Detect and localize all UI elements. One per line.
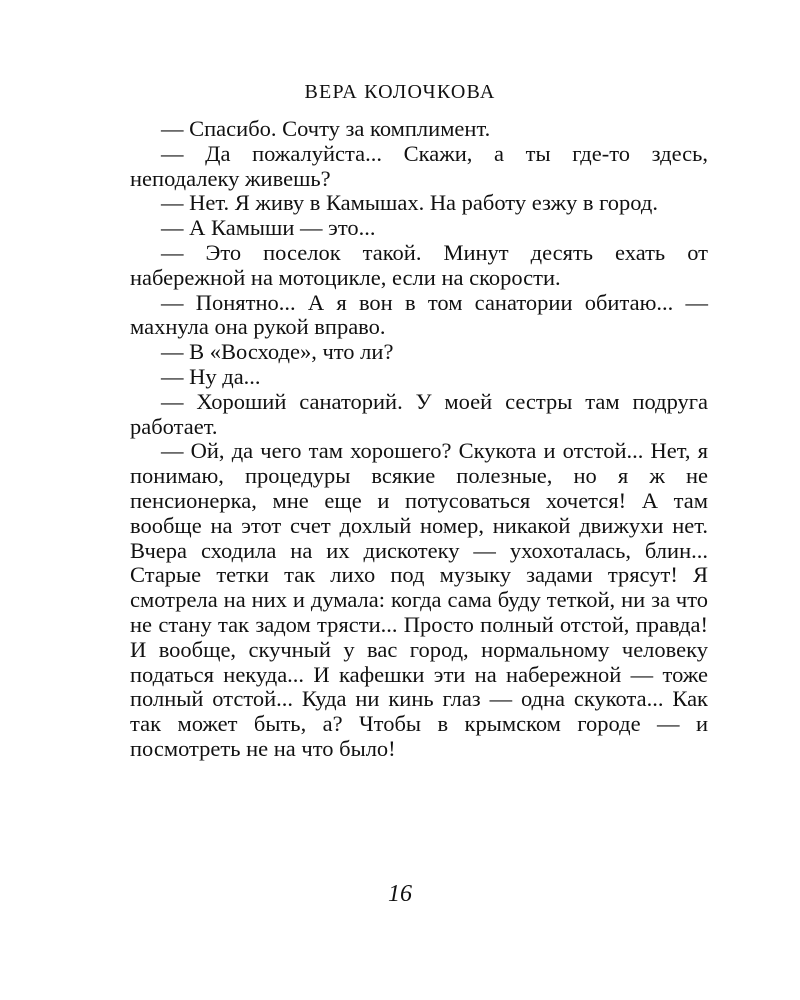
paragraph: — Спасибо. Сочту за комплимент.: [161, 116, 491, 141]
paragraph: — Хороший санаторий. У моей сестры там подруга работает.: [130, 388, 708, 439]
paragraph: — Нет. Я живу в Камышах. На работу езжу в город.: [161, 190, 658, 216]
paragraph: — Это поселок такой. Минут десять ехать от набережной на мотоцикле, если на скорости.: [130, 239, 708, 290]
paragraph: — Понятно... А я вон в том санатории обитаю... — махнула она рукой вправо.: [130, 289, 708, 340]
paragraph: — Ну да...: [161, 363, 261, 389]
running-head: ВЕРА КОЛОЧКОВА: [304, 81, 496, 103]
paragraph: — Да пожалуйста... Скажи, а ты где-то здесь, неподалеку живешь?: [130, 140, 708, 191]
paragraph: — В «Восходе», что ли?: [161, 339, 394, 365]
paragraph: — А Камыши — это...: [161, 215, 376, 241]
body-text: [130, 117, 708, 762]
page-number: 16: [388, 881, 412, 907]
paragraph: — Ой, да чего там хорошего? Скукота и отстой... Нет, я понимаю, процедуры всякие полезные, но я ж не пенсионерка, мне еще и потусоваться хочется! А там вообще на этот счет дохлый номер, никакой движухи нет. Вчера сходила на их дискотеку — ухохоталась, блин... Старые тетки так лихо под музыку задами трясут! Я смотрела на них и думала: когда сама буду теткой, ни за что не стану так задом трясти... Просто полный отстой, правда! И вообще, скучный у вас город, нормальному человеку податься некуда... И кафешки эти на набережной — тоже полный отстой... Куда ни кинь глаз — одна скукота... Как так может быть, а? Чтобы в крымском городе — и посмотреть не на что было!: [130, 438, 708, 761]
